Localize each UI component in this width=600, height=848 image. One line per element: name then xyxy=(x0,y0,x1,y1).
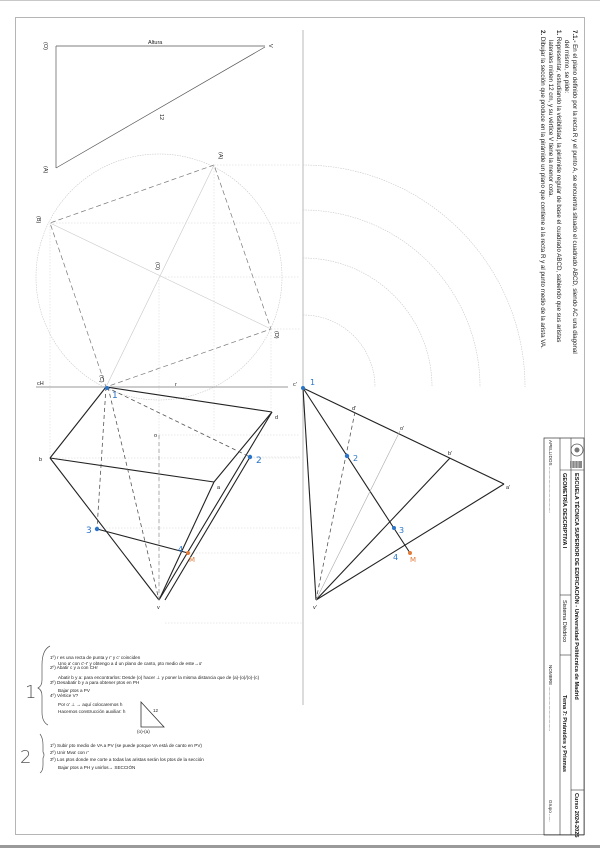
svg-text:M: M xyxy=(410,556,417,564)
svg-text:7.1.- En el plano definido por: 7.1.- En el plano definido por la recta R y el punto A, se encuentra situado el cuadrado ABCD, siendo AC una diagonal xyxy=(571,30,578,354)
svg-text:4: 4 xyxy=(393,553,399,562)
rabatted-square xyxy=(36,154,300,600)
svg-text:12: 12 xyxy=(153,708,159,713)
svg-text:(A): (A) xyxy=(217,152,223,160)
university-crest-icon xyxy=(571,444,583,456)
apellidos-field: APELLIDOS .................................... xyxy=(548,440,553,513)
svg-text:1º) Subir pto medio de VA a PV: 1º) Subir pto medio de VA a PV (se puede porque VA está de canto en PV) xyxy=(50,743,202,748)
svg-text:d: d xyxy=(275,415,279,421)
school-name: ESCUELA TÉCNICA SUPERIOR DE EDIFICACIÓN - Universidad Politécnica de Madrid xyxy=(573,473,579,700)
svg-text:r: r xyxy=(175,382,177,388)
svg-text:3: 3 xyxy=(399,526,405,535)
notes-section-1 xyxy=(25,646,260,725)
svg-text:Altura: Altura xyxy=(148,40,163,46)
course-year: Curso 2024-2025 xyxy=(573,793,579,838)
svg-text:Bajar ptos a PV: Bajar ptos a PV xyxy=(58,688,90,693)
svg-text:(O): (O) xyxy=(154,262,160,270)
svg-text:2º) Abatir c y a con CHr: 2º) Abatir c y a con CHr xyxy=(50,665,98,670)
svg-text:12: 12 xyxy=(158,114,164,121)
ground-line xyxy=(36,30,303,600)
svg-text:3º) Los ptos donde me corte a: 3º) Los ptos donde me corte a todas las aristas serán los ptos de la sección xyxy=(50,757,204,762)
svg-text:cH: cH xyxy=(37,381,44,387)
svg-text:b: b xyxy=(39,457,43,463)
svg-text:laterales miden 12 cm, y su vé: laterales miden 12 cm, y su vértice V tiene la menor cota. xyxy=(547,40,554,198)
svg-text:Hacemos construcción auxiliar:: Hacemos construcción auxiliar: h xyxy=(58,709,126,714)
svg-text:v: v xyxy=(157,605,160,611)
elevation-hidden-edges xyxy=(316,412,355,600)
svg-text:4º) Vértice V?: 4º) Vértice V? xyxy=(50,693,79,698)
rotation-arcs xyxy=(303,165,525,387)
section-points-plan xyxy=(95,386,252,555)
svg-text:b': b' xyxy=(448,451,453,457)
svg-text:o': o' xyxy=(400,426,405,432)
auxiliary-triangle xyxy=(137,702,164,734)
svg-text:(C): (C) xyxy=(98,375,104,383)
elevation-view-pyramid xyxy=(303,388,504,600)
svg-text:1º) r es una recta de punta y: 1º) r es una recta de punta y r' y c' coinciden xyxy=(50,655,141,660)
svg-text:V: V xyxy=(267,44,273,48)
svg-text:v': v' xyxy=(313,605,317,611)
svg-text:Abatir b y a: para encontrarlo: Abatir b y a: para encontrarlos: Desde (o) hacer ⊥ y poner la misma distancia que de (a)-(o)/(o)-(c) xyxy=(58,675,260,680)
notes-section-2 xyxy=(20,734,204,773)
title-block xyxy=(544,438,584,837)
plan-view-pyramid xyxy=(50,387,272,600)
topic-name: Tema 7: Pirámides y Prismas xyxy=(561,695,567,773)
svg-text:3: 3 xyxy=(86,526,92,536)
svg-text:2: 2 xyxy=(353,454,359,463)
svg-text:2: 2 xyxy=(256,456,262,466)
svg-text:Bajar ptos a PH y unirlos→ SEC: Bajar ptos a PH y unirlos→ SECCIÓN xyxy=(58,765,136,770)
svg-text:a: a xyxy=(217,485,221,491)
svg-text:o: o xyxy=(154,433,158,439)
exercise-statement xyxy=(539,30,578,354)
school-logo-icon xyxy=(570,461,582,468)
svg-text:2: 2 xyxy=(20,747,32,768)
svg-text:2º) Unir Mva' con r': 2º) Unir Mva' con r' xyxy=(50,750,89,755)
system-name: Sistema Diédrico xyxy=(561,600,567,643)
svg-text:(D): (D) xyxy=(273,331,279,339)
svg-text:(A): (A) xyxy=(42,166,48,174)
subject-name: GEOMETRÍA DESCRIPTIVA I xyxy=(561,473,567,549)
svg-text:del mismo, se pide:: del mismo, se pide: xyxy=(563,40,570,94)
svg-text:Por o' ⊥ → aquí colocaremos h: Por o' ⊥ → aquí colocaremos h xyxy=(58,702,123,707)
nombre-field: NOMBRE ................................... xyxy=(548,665,553,732)
svg-text:(o)-(a): (o)-(a) xyxy=(137,729,150,734)
svg-text:(O): (O) xyxy=(42,42,48,50)
svg-text:1. Representar, estudiando la: 1. Representar, estudiando la visibilidad, la pirámide regular de base el cuadrado ABCD, sabiendo que sus aristas xyxy=(555,30,562,343)
svg-text:1: 1 xyxy=(112,391,118,401)
svg-text:a': a' xyxy=(506,485,511,491)
svg-text:d': d' xyxy=(352,406,357,412)
svg-text:M: M xyxy=(189,556,196,564)
grupo-field: Grupo ...... xyxy=(548,800,553,822)
svg-text:4: 4 xyxy=(178,545,184,554)
svg-text:1: 1 xyxy=(310,378,316,387)
svg-text:1: 1 xyxy=(25,682,37,703)
svg-text:3º) Desabatir b y a para obten: 3º) Desabatir b y a para obtener ptos en PH xyxy=(50,680,140,685)
true-length-triangle xyxy=(56,46,265,168)
svg-text:Uno a' con c'-r' y obtengo a d: Uno a' con c'-r' y obtengo a d un plano de canto, pto medio de este→o' xyxy=(58,661,203,666)
svg-text:c': c' xyxy=(293,382,297,388)
svg-text:2. Dibujar la sección que pro: 2. Dibujar la sección que produce en la pirámide un plano que contiene a la recta R y al punto medio de la arista VA. xyxy=(539,30,546,349)
svg-text:(B): (B) xyxy=(35,216,41,224)
